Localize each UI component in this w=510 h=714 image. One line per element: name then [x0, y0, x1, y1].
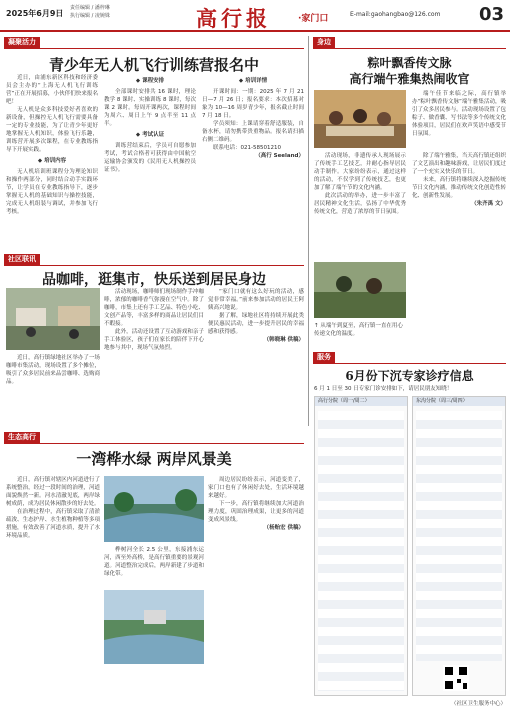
schedule-table — [314, 396, 408, 696]
page-header — [0, 0, 510, 32]
section-tag: 服务 — [313, 352, 335, 363]
editor-line: 责任编辑 / 潘梓琳 — [70, 5, 110, 11]
contact-email: E-mail:gaohangbao@126.com — [350, 11, 441, 18]
divider — [4, 265, 304, 266]
section-tag: 社区联讯 — [4, 254, 40, 265]
article-body: 除了端午雅集，当天高行镇还组织了文艺演出和趣味游戏，让居民们度过了一个充实又快乐的节日。 未来，高行镇将继续深入挖掘传统节日文化内涵，推动传统文化创造性转化、创新性发展。 （朱齐禹 文） — [412, 153, 506, 207]
river-photo — [104, 476, 204, 542]
river-photo — [104, 590, 204, 664]
article-title: 高行端午雅集热闹收官 — [349, 72, 470, 86]
photo-caption: ↑ 从端午到夏至，高行镇一直在用心传递文化的温度。 — [314, 323, 403, 337]
article-title: 一湾桦水绿 两岸风景美 — [76, 450, 232, 468]
article-body: “家门口就有这么好玩的活动，感觉非常幸福。”前来参加活动的居民王阿姨高兴地说。 据了解，绿地社区将持续开展此类便民惠民活动，进一步提升居民的幸福感和获得感。 （韩晓琳 供稿） — [208, 289, 304, 343]
article-intro: 6 月 1 日至 30 日专家门诊安排如下，请居民朋友知晓！ — [314, 386, 453, 392]
table-header: 高行分院（周一/周二） — [315, 397, 407, 406]
article-title: 品咖啡，逛集市，快乐送到居民身边 — [42, 272, 266, 288]
article-body: 活动现场，咖啡师们现场制作手冲咖啡，浓郁的咖啡香气弥漫在空气中。除了咖啡，市集上还有手工艺品、特色小吃、文创产品等，丰富多样的商品让居民们目不暇接。 此外，活动还设置了互动游戏和亲子手工体验区，孩子们在家长的陪伴下开心地参与其中，现场气氛热烈。 — [104, 289, 204, 351]
article-body: 桦树河全长 2.5 公里，东接浦东运河，西至外高桥，是高行镇重要的景观河道。河道整治完成后，两岸新建了步道和绿化带。 — [104, 547, 204, 577]
editor-line: 执行编辑 / 凌婉姝 — [70, 13, 110, 19]
table-rows — [416, 411, 502, 661]
divider — [4, 443, 304, 444]
column-divider — [308, 36, 309, 426]
article-body: 活动现场，非遗传承人现场展示了传统手工艺技艺，并耐心指导居民动手制作。大家纷纷表示，通过这样的活动，不仅学到了传统技艺，也更加了解了端午节的文化内涵。 此次活动的举办，进一步丰富了居民精神文化生活，弘扬了中华优秀传统文化，营造了浓厚的节日氛围。 — [314, 153, 406, 215]
section-name: ·家门口 — [298, 14, 329, 24]
divider — [313, 363, 506, 364]
divider — [4, 48, 304, 49]
article-title: 粽叶飘香传文脉 — [367, 56, 452, 70]
event-photo — [314, 262, 406, 318]
page-number: 03 — [478, 4, 504, 25]
schedule-table — [412, 396, 506, 696]
article-body: 近日，高行镇绿地社区举办了一场咖啡市集活动，现场设置了多个摊位，吸引了众多居民前来品尝咖啡、选购商品。 — [6, 355, 100, 385]
article-title: 青少年无人机飞行训练营报名中 — [48, 56, 259, 74]
table-footer: （社区卫生服务中心） — [450, 701, 506, 707]
article-body: 端午佳节来临之际，高行镇举办“粽叶飘香传文脉”端午雅集活动，吸引了众多居民参与。活动现场设置了包粽子、做香囊、写书法等多个传统文化体验项目，居民们在欢声笑语中感受节日氛围。 — [412, 91, 506, 137]
masthead: 高行报 — [196, 6, 271, 31]
event-photo — [314, 90, 406, 148]
section-tag: 凝聚活力 — [4, 37, 40, 48]
article-body: 近日，由浦东新区科技和经济委员会主办的“上海无人机飞行训练营”正在开展招募，小伙伴们快来报名吧！ 无人机是众多科技爱好者喜欢的新设备，但操控无人机飞行需要具备一定的专业技能，为了让青少年更好地掌握无人机知识，体验飞行乐趣，训练营开展多次课程，在专业教练指导下开展实践。 ◆ 培训内容 无人机培训班课程分为理论知识和操作两部分，同时结合动手实践环节，让学员在专业教练指导下，逐步掌握无人机的基础知识与操控技能，完成无人机组装与调试，并参加飞行考核。 — [6, 75, 98, 215]
editor-credits — [70, 4, 110, 20]
article-body: 周边居民纷纷表示，河道变美了，家门口也有了休闲好去处，生活环境越来越好。 下一步，高行镇将继续加大河道治理力度，巩固治理成果，让更多的河道变成风景线。 （杨贻宏 供稿） — [208, 477, 304, 531]
article-body: ◆ 培训详情 开课时间：一期：2025 年 7 月 21 日—7 月 26 日；报名要求：本次招募对象为 10—16 周岁青少年，报名截止时间 7 月 18 日。 学员须知：上课请穿着舒适服装，自备水杯，请勿携带贵重物品。报名请扫描右侧二维码。 联系电话：021-58501210 （高行 Seeland） — [202, 78, 304, 159]
table-header: 东沟分院（周三/周四） — [413, 397, 505, 406]
article-title: 6月份下沉专家诊疗信息 — [345, 369, 474, 383]
table-rows — [318, 411, 404, 691]
article-body: ◆ 课程安排 全部课时安排共 16 课时，理论教学 8 课时、实操训练 8 课时，每次课 2 课时。每周开课两次，课程时间为周六、周日上午 9 点半至 11 点半。 ◆ 考试认证 训练营结束后，学员可自愿参加考试，考试合格者可获得由中国航空运输协会颁发的《民用无人机操控员证书》。 — [104, 78, 196, 173]
divider — [313, 48, 506, 49]
section-tag: 生态高行 — [4, 432, 40, 443]
qr-code-icon — [443, 665, 469, 691]
article-body: 近日，高行镇对辖区内河道进行了系统整治，经过一段时间的治理，河道面貌焕然一新。河水清澈见底，两岸绿树成荫，成为居民休闲散步的好去处。 在治理过程中，高行镇采取了清淤疏浚、生态护岸、水生植物种植等多项措施，有效改善了河道水质，提升了水环境品质。 — [6, 477, 100, 539]
section-tag: 身边 — [313, 37, 335, 48]
event-photo — [6, 288, 100, 350]
issue-date: 2025年6月9日 — [6, 9, 64, 18]
